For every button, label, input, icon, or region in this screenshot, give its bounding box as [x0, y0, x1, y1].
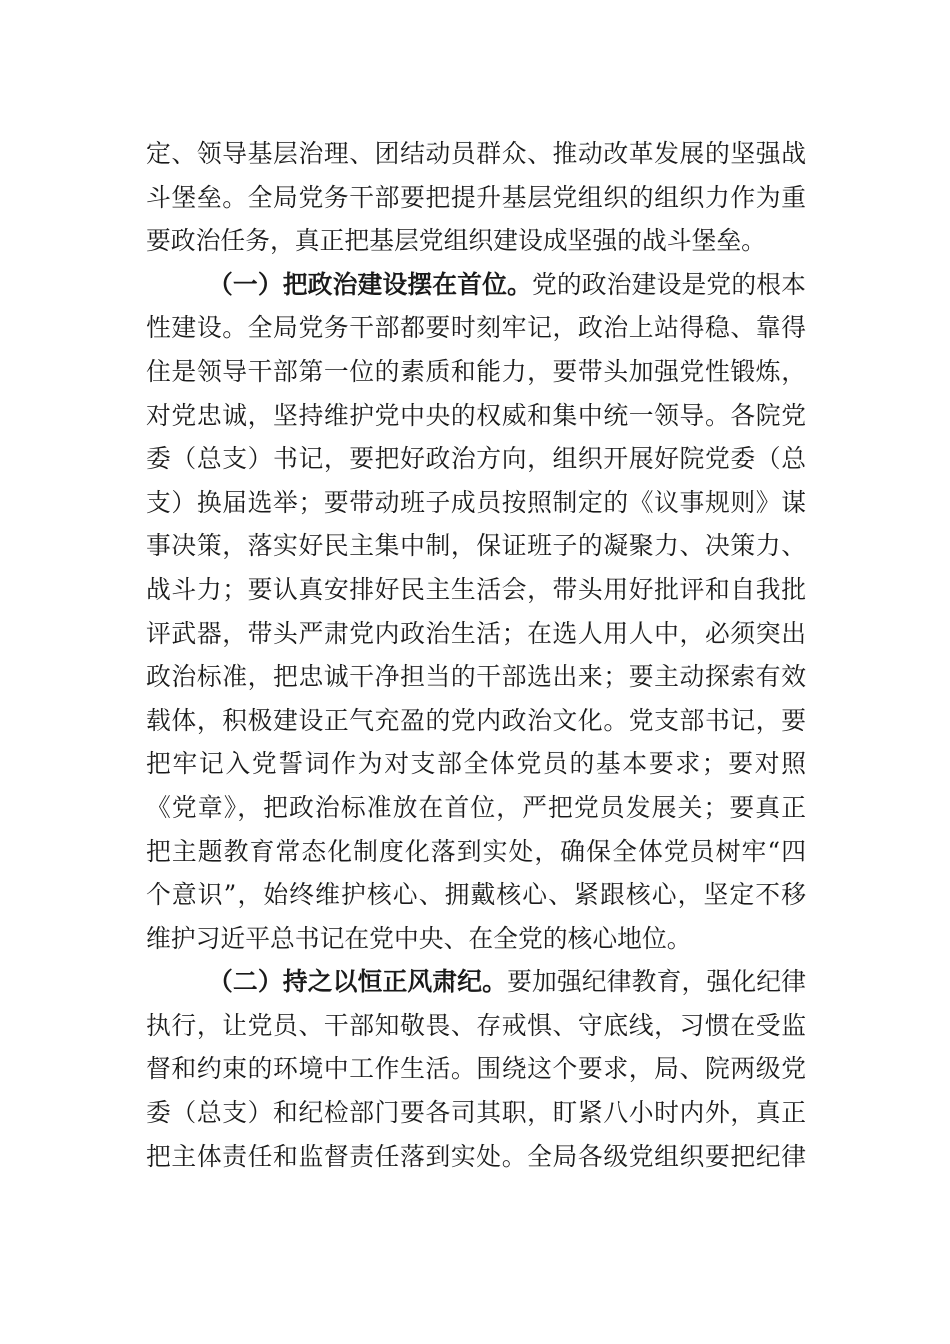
section-1-line: 把牢记入党誓词作为对支部全体党员的基本要求；要对照 [146, 749, 806, 779]
section-1-line: 维护习近平总书记在党中央、在全党的核心地位。 [146, 923, 692, 953]
section-1-line: 把主题教育常态化制度化落到实处，确保全体党员树牢“四 [146, 836, 806, 866]
intro-line: 要政治任务，真正把基层党组织建设成坚强的战斗堡垒。 [146, 226, 766, 256]
section-2-line: 督和约束的环境中工作生活。围绕这个要求，局、院两级党 [146, 1054, 806, 1084]
section-1-line: 支）换届选举；要带动班子成员按照制定的《议事规则》谋 [146, 487, 806, 517]
section-2-heading: （二）持之以恒正风肃纪。 [208, 967, 508, 997]
section-2-first-line [146, 960, 806, 1004]
section-1-first-line-text: 党的政治建设是党的根本 [531, 269, 806, 299]
section-2-line: 委（总支）和纪检部门要各司其职，盯紧八小时内外，真正 [146, 1098, 806, 1128]
section-1-line: 载体，积极建设正气充盈的党内政治文化。党支部书记，要 [146, 705, 806, 735]
intro-line: 斗堡垒。全局党务干部要把提升基层党组织的组织力作为重 [146, 182, 806, 212]
section-1-line: 对党忠诚，坚持维护党中央的权威和集中统一领导。各院党 [146, 400, 806, 430]
intro-line: 定、领导基层治理、团结动员群众、推动改革发展的坚强战 [146, 139, 806, 168]
section-1-line: 住是领导干部第一位的素质和能力，要带头加强党性锻炼， [146, 356, 806, 386]
section-1-line: 性建设。全局党务干部都要时刻牢记，政治上站得稳、靠得 [146, 313, 806, 343]
section-2-line: 执行，让党员、干部知敬畏、存戒惧、守底线，习惯在受监 [146, 1010, 806, 1040]
section-1-line: 评武器，带头严肃党内政治生活；在选人用人中，必须突出 [146, 618, 806, 648]
document-body [146, 132, 806, 1178]
section-1-line: 战斗力；要认真安排好民主生活会，带头用好批评和自我批 [146, 574, 806, 604]
section-2-line: 把主体责任和监督责任落到实处。全局各级党组织要把纪律 [146, 1141, 806, 1171]
section-2-first-line-text: 要加强纪律教育，强化纪律 [507, 967, 806, 997]
section-1-line: 事决策，落实好民主集中制，保证班子的凝聚力、决策力、 [146, 531, 806, 561]
section-1-heading: （一）把政治建设摆在首位。 [208, 269, 532, 299]
section-1-line: 《党章》，把政治标准放在首位，严把党员发展关；要真正 [146, 792, 806, 822]
section-1-first-line [146, 263, 806, 307]
section-1-line: 政治标准，把忠诚干净担当的干部选出来；要主动探索有效 [146, 662, 806, 692]
section-1-line: 委（总支）书记，要把好政治方向，组织开展好院党委（总 [146, 444, 806, 474]
section-1-line: 个意识”，始终维护核心、拥戴核心、紧跟核心，坚定不移 [146, 880, 806, 910]
